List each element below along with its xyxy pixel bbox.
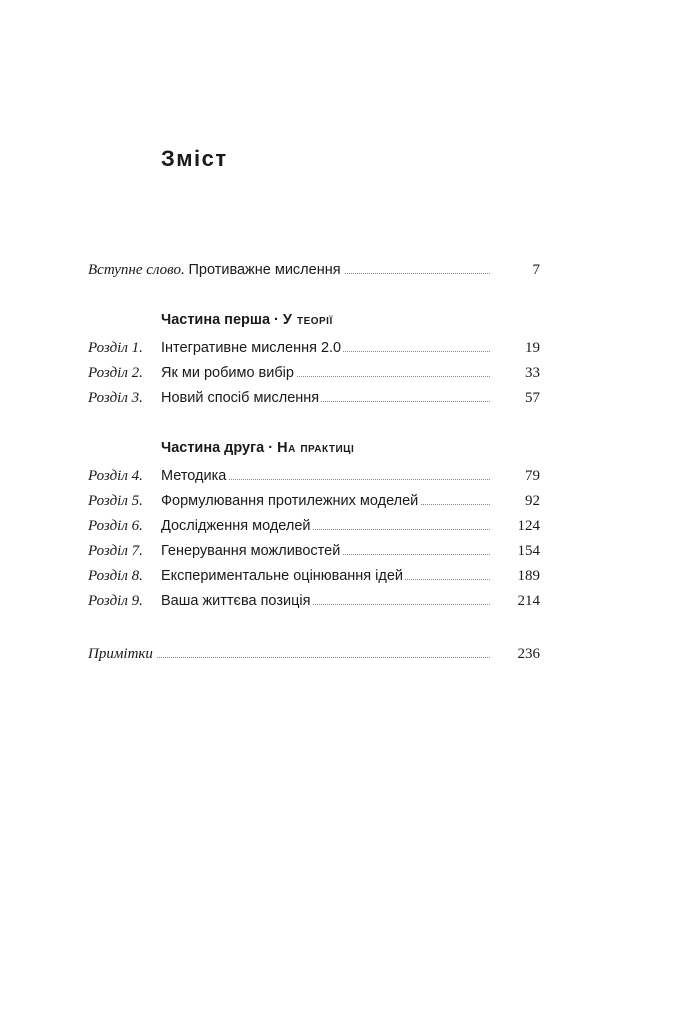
chapter-title: Методика — [161, 465, 228, 487]
toc-entry-chapter-8[interactable] — [88, 565, 540, 587]
toc-entry-chapter-1[interactable] — [88, 337, 540, 359]
chapter-label: Розділ 5. — [88, 493, 143, 509]
toc-page-number: 57 — [525, 390, 540, 406]
toc-entry-text — [88, 643, 156, 665]
chapter-title: Генерування можливостей — [161, 540, 342, 562]
chapter-title: Формулювання протилежних моделей — [161, 490, 420, 512]
chapter-label: Розділ 2. — [88, 365, 143, 381]
chapter-title: Дослідження моделей — [161, 515, 312, 537]
toc-entry-chapter-7[interactable] — [88, 540, 540, 562]
toc-entry-chapter-2[interactable] — [88, 362, 540, 384]
part-heading-smallcaps: На практиці — [277, 440, 355, 456]
part-heading-1 — [161, 312, 333, 328]
chapter-label: Розділ 8. — [88, 568, 143, 584]
toc-entry-intro[interactable] — [88, 259, 540, 281]
chapter-label: Розділ 7. — [88, 543, 143, 559]
page-title: Зміст — [161, 146, 228, 171]
toc-entry-text — [88, 259, 344, 281]
intro-title: Противажне мислення — [188, 262, 341, 278]
toc-entry-chapter-3[interactable] — [88, 387, 540, 409]
toc-page-number: 92 — [525, 493, 540, 509]
toc-page-number: 189 — [517, 568, 540, 584]
toc-entry-notes[interactable] — [88, 643, 540, 665]
notes-label: Примітки — [88, 646, 153, 662]
toc-page-number: 19 — [525, 340, 540, 356]
intro-label: Вступне слово. — [88, 262, 185, 278]
chapter-title: Інтегративне мислення 2.0 — [161, 337, 343, 359]
toc-entry-chapter-4[interactable] — [88, 465, 540, 487]
toc-page-number: 214 — [517, 593, 540, 609]
toc-page-number: 124 — [517, 518, 540, 534]
part-heading-smallcaps: У теорії — [282, 312, 333, 328]
chapter-title: Ваша життєва позиція — [161, 590, 312, 612]
toc-page-number: 7 — [532, 262, 540, 278]
chapter-label: Розділ 4. — [88, 468, 143, 484]
chapter-title: Новий спосіб мислення — [161, 387, 321, 409]
toc-page-number: 79 — [525, 468, 540, 484]
part-heading-main: Частина друга · — [161, 440, 278, 456]
toc-entry-chapter-9[interactable] — [88, 590, 540, 612]
toc-page-number: 236 — [517, 646, 540, 662]
chapter-label: Розділ 6. — [88, 518, 143, 534]
toc-page-number: 154 — [517, 543, 540, 559]
chapter-label: Розділ 1. — [88, 340, 143, 356]
toc-entry-chapter-6[interactable] — [88, 515, 540, 537]
chapter-title: Як ми робимо вибір — [161, 362, 296, 384]
chapter-label: Розділ 9. — [88, 593, 143, 609]
chapter-label: Розділ 3. — [88, 390, 143, 406]
chapter-title: Експериментальне оцінювання ідей — [161, 565, 405, 587]
toc-entry-chapter-5[interactable] — [88, 490, 540, 512]
part-heading-main: Частина перша · — [161, 312, 283, 328]
toc-page-number: 33 — [525, 365, 540, 381]
part-heading-2 — [161, 440, 354, 456]
